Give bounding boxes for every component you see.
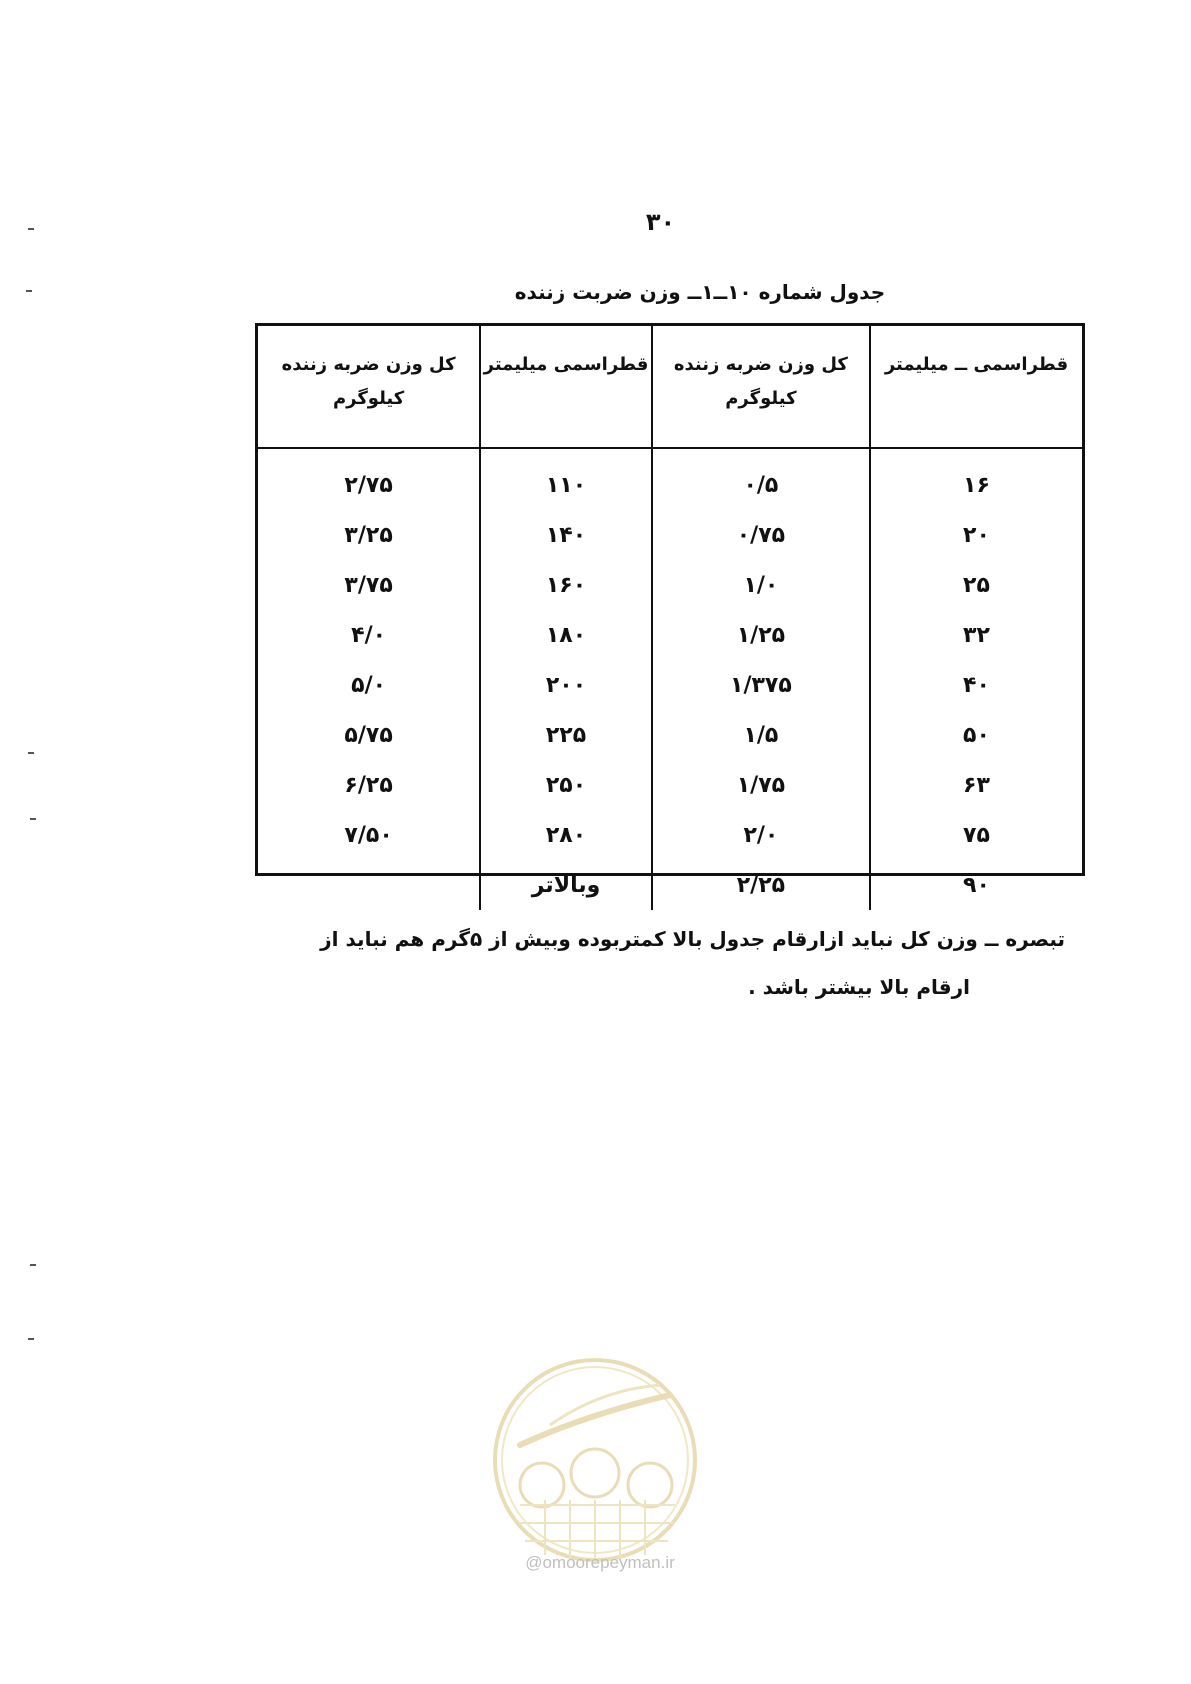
table-cell: ۶۳ (870, 760, 1082, 810)
table-cell: ۱۶ (870, 448, 1082, 510)
table-cell: ۳/۲۵ (344, 522, 393, 548)
table-cell: ۱۸۰ (480, 610, 652, 660)
scan-mark (28, 752, 34, 754)
table-cell: ۵/۰ (351, 672, 387, 698)
scan-mark (26, 290, 32, 292)
table-cell: ۴/۰ (351, 622, 387, 648)
watermark-site: @omoorepeyman.ir (525, 1553, 675, 1572)
table-cell: ۱/۰ (652, 560, 870, 610)
table-cell: ۲۰ (870, 510, 1082, 560)
table-cell: ۲۵ (870, 560, 1082, 610)
table-row (258, 660, 1082, 710)
scan-mark (30, 818, 36, 820)
header-nominal-diameter-2: قطراسمی میلیمتر (480, 326, 652, 448)
footnote (265, 915, 1065, 1011)
table-cell: ۰/۵ (652, 448, 870, 510)
table-cell: وبالاتر (480, 860, 652, 910)
header-total-weight-1: کل وزن ضربه زننده کیلوگرم (652, 326, 870, 448)
table-row (258, 710, 1082, 760)
table-cell: ۰/۷۵ (652, 510, 870, 560)
table-cell: ۳/۷۵ (344, 572, 393, 598)
table-cell: ۲۲۵ (480, 710, 652, 760)
hammer-weight-table (255, 323, 1085, 898)
table-cell: ۹۰ (870, 860, 1082, 910)
table-cell: ۳۲ (870, 610, 1082, 660)
table-cell: ۷۵ (870, 810, 1082, 860)
table-cell: ۲/۰ (652, 810, 870, 860)
table-cell: ۱/۳۷۵ (652, 660, 870, 710)
table-cell (258, 860, 480, 910)
table-cell: ۱/۲۵ (652, 610, 870, 660)
scan-mark (30, 1264, 36, 1266)
table-row (258, 448, 1082, 510)
header-nominal-diameter-1: قطراسمی ــ میلیمتر (870, 326, 1082, 448)
table-row (258, 810, 1082, 860)
header-total-weight-2: کل وزن ضربه زننده کیلوگرم (258, 326, 480, 448)
watermark-logo (490, 1355, 700, 1565)
table-caption: جدول شماره ۱۰ــ۱ــ وزن ضربت زننده (514, 280, 886, 304)
table-cell: ۲/۷۵ (344, 472, 393, 498)
scan-mark (28, 1338, 34, 1340)
table-cell: ۵/۷۵ (344, 722, 393, 748)
table-cell: ۱/۵ (652, 710, 870, 760)
table-row (258, 560, 1082, 610)
data-table (258, 326, 1082, 910)
table-cell: ۵۰ (870, 710, 1082, 760)
table-cell: ۱۴۰ (480, 510, 652, 560)
footnote-line-1: تبصره ــ وزن کل نباید ازارقام جدول بالا کمتربوده وبیش از ۵گرم هم نباید از (320, 927, 1065, 951)
table-cell: ۲۰۰ (480, 660, 652, 710)
footnote-line-2: ارقام بالا بیشتر باشد . (748, 975, 970, 999)
table-cell: ۲/۲۵ (652, 860, 870, 910)
table-cell: ۲۵۰ (480, 760, 652, 810)
scan-mark (28, 228, 34, 230)
table-cell: ۱۱۰ (480, 448, 652, 510)
table-cell: ۴۰ (870, 660, 1082, 710)
table-header-row (258, 326, 1082, 448)
table-cell: ۱/۷۵ (652, 760, 870, 810)
table-row (258, 860, 1082, 910)
page-number: ۳۰ (645, 208, 676, 236)
table-row (258, 760, 1082, 810)
table-cell: ۲۸۰ (480, 810, 652, 860)
table-cell: ۶/۲۵ (344, 772, 393, 798)
table-cell: ۷/۵۰ (344, 822, 393, 848)
table-row (258, 610, 1082, 660)
table-row (258, 510, 1082, 560)
table-cell: ۱۶۰ (480, 560, 652, 610)
